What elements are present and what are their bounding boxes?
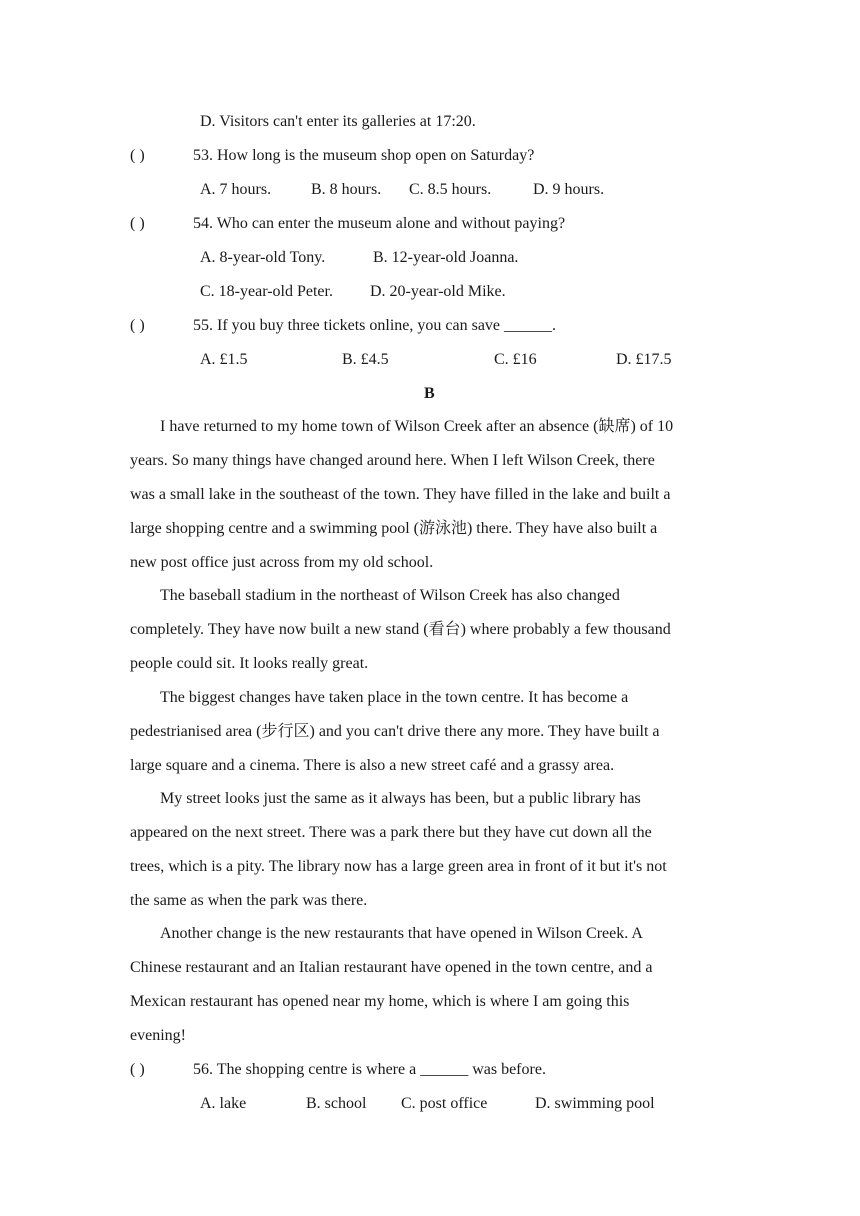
q55-stem: 55. If you buy three tickets online, you can save ______. — [193, 317, 557, 334]
passage-line: My street looks just the same as it always has been, but a public library has — [160, 790, 641, 807]
q54-option-a: A. 8-year-old Tony. — [200, 249, 326, 266]
passage-line: evening! — [130, 1027, 186, 1044]
passage-line: Mexican restaurant has opened near my home, which is where I am going this — [130, 993, 630, 1010]
q56-option-b: B. school — [306, 1095, 367, 1112]
q55-option-b: B. £4.5 — [342, 351, 389, 368]
passage-line: completely. They have now built a new stand (看台) where probably a few thousand — [130, 621, 671, 638]
q55-option-a: A. £1.5 — [200, 351, 248, 368]
q53-option-b: B. 8 hours. — [311, 181, 382, 198]
q56-option-a: A. lake — [200, 1095, 247, 1112]
q54-stem: 54. Who can enter the museum alone and without paying? — [193, 215, 566, 232]
q54-option-c: C. 18-year-old Peter. — [200, 283, 333, 300]
q53-stem: 53. How long is the museum shop open on Saturday? — [193, 147, 535, 164]
passage-line: The biggest changes have taken place in the town centre. It has become a — [160, 689, 629, 706]
passage-line: large square and a cinema. There is also a new street café and a grassy area. — [130, 757, 615, 774]
q55-option-c: C. £16 — [494, 351, 537, 368]
q53-option-d: D. 9 hours. — [533, 181, 605, 198]
passage-line: the same as when the park was there. — [130, 892, 368, 909]
passage-line: was a small lake in the southeast of the town. They have filled in the lake and built a — [130, 486, 671, 503]
q53-option-a: A. 7 hours. — [200, 181, 272, 198]
passage-b-heading: B — [424, 385, 435, 402]
passage-line: I have returned to my home town of Wilson Creek after an absence (缺席) of 10 — [160, 418, 674, 435]
q54-option-b: B. 12-year-old Joanna. — [373, 249, 519, 266]
passage-line: new post office just across from my old school. — [130, 554, 434, 571]
q55-bracket: ( ) — [130, 317, 145, 334]
q52-option-d: D. Visitors can't enter its galleries at 17:20. — [200, 113, 476, 130]
passage-line: The baseball stadium in the northeast of Wilson Creek has also changed — [160, 587, 620, 604]
q56-stem: 56. The shopping centre is where a ______ was before. — [193, 1061, 546, 1078]
q56-option-c: C. post office — [401, 1095, 488, 1112]
passage-line: Another change is the new restaurants that have opened in Wilson Creek. A — [160, 925, 643, 942]
passage-line: Chinese restaurant and an Italian restaurant have opened in the town centre, and a — [130, 959, 653, 976]
q56-bracket: ( ) — [130, 1061, 145, 1078]
q54-bracket: ( ) — [130, 215, 145, 232]
passage-line: years. So many things have changed around here. When I left Wilson Creek, there — [130, 452, 655, 469]
passage-line: large shopping centre and a swimming pool (游泳池) there. They have also built a — [130, 520, 658, 537]
passage-line: appeared on the next street. There was a park there but they have cut down all the — [130, 824, 652, 841]
q55-option-d: D. £17.5 — [616, 351, 672, 368]
passage-line: pedestrianised area (步行区) and you can't drive there any more. They have built a — [130, 723, 660, 740]
q53-bracket: ( ) — [130, 147, 145, 164]
passage-line: people could sit. It looks really great. — [130, 655, 369, 672]
q53-option-c: C. 8.5 hours. — [409, 181, 492, 198]
passage-line: trees, which is a pity. The library now has a large green area in front of it but it's not — [130, 858, 667, 875]
q54-option-d: D. 20-year-old Mike. — [370, 283, 506, 300]
q56-option-d: D. swimming pool — [535, 1095, 655, 1112]
